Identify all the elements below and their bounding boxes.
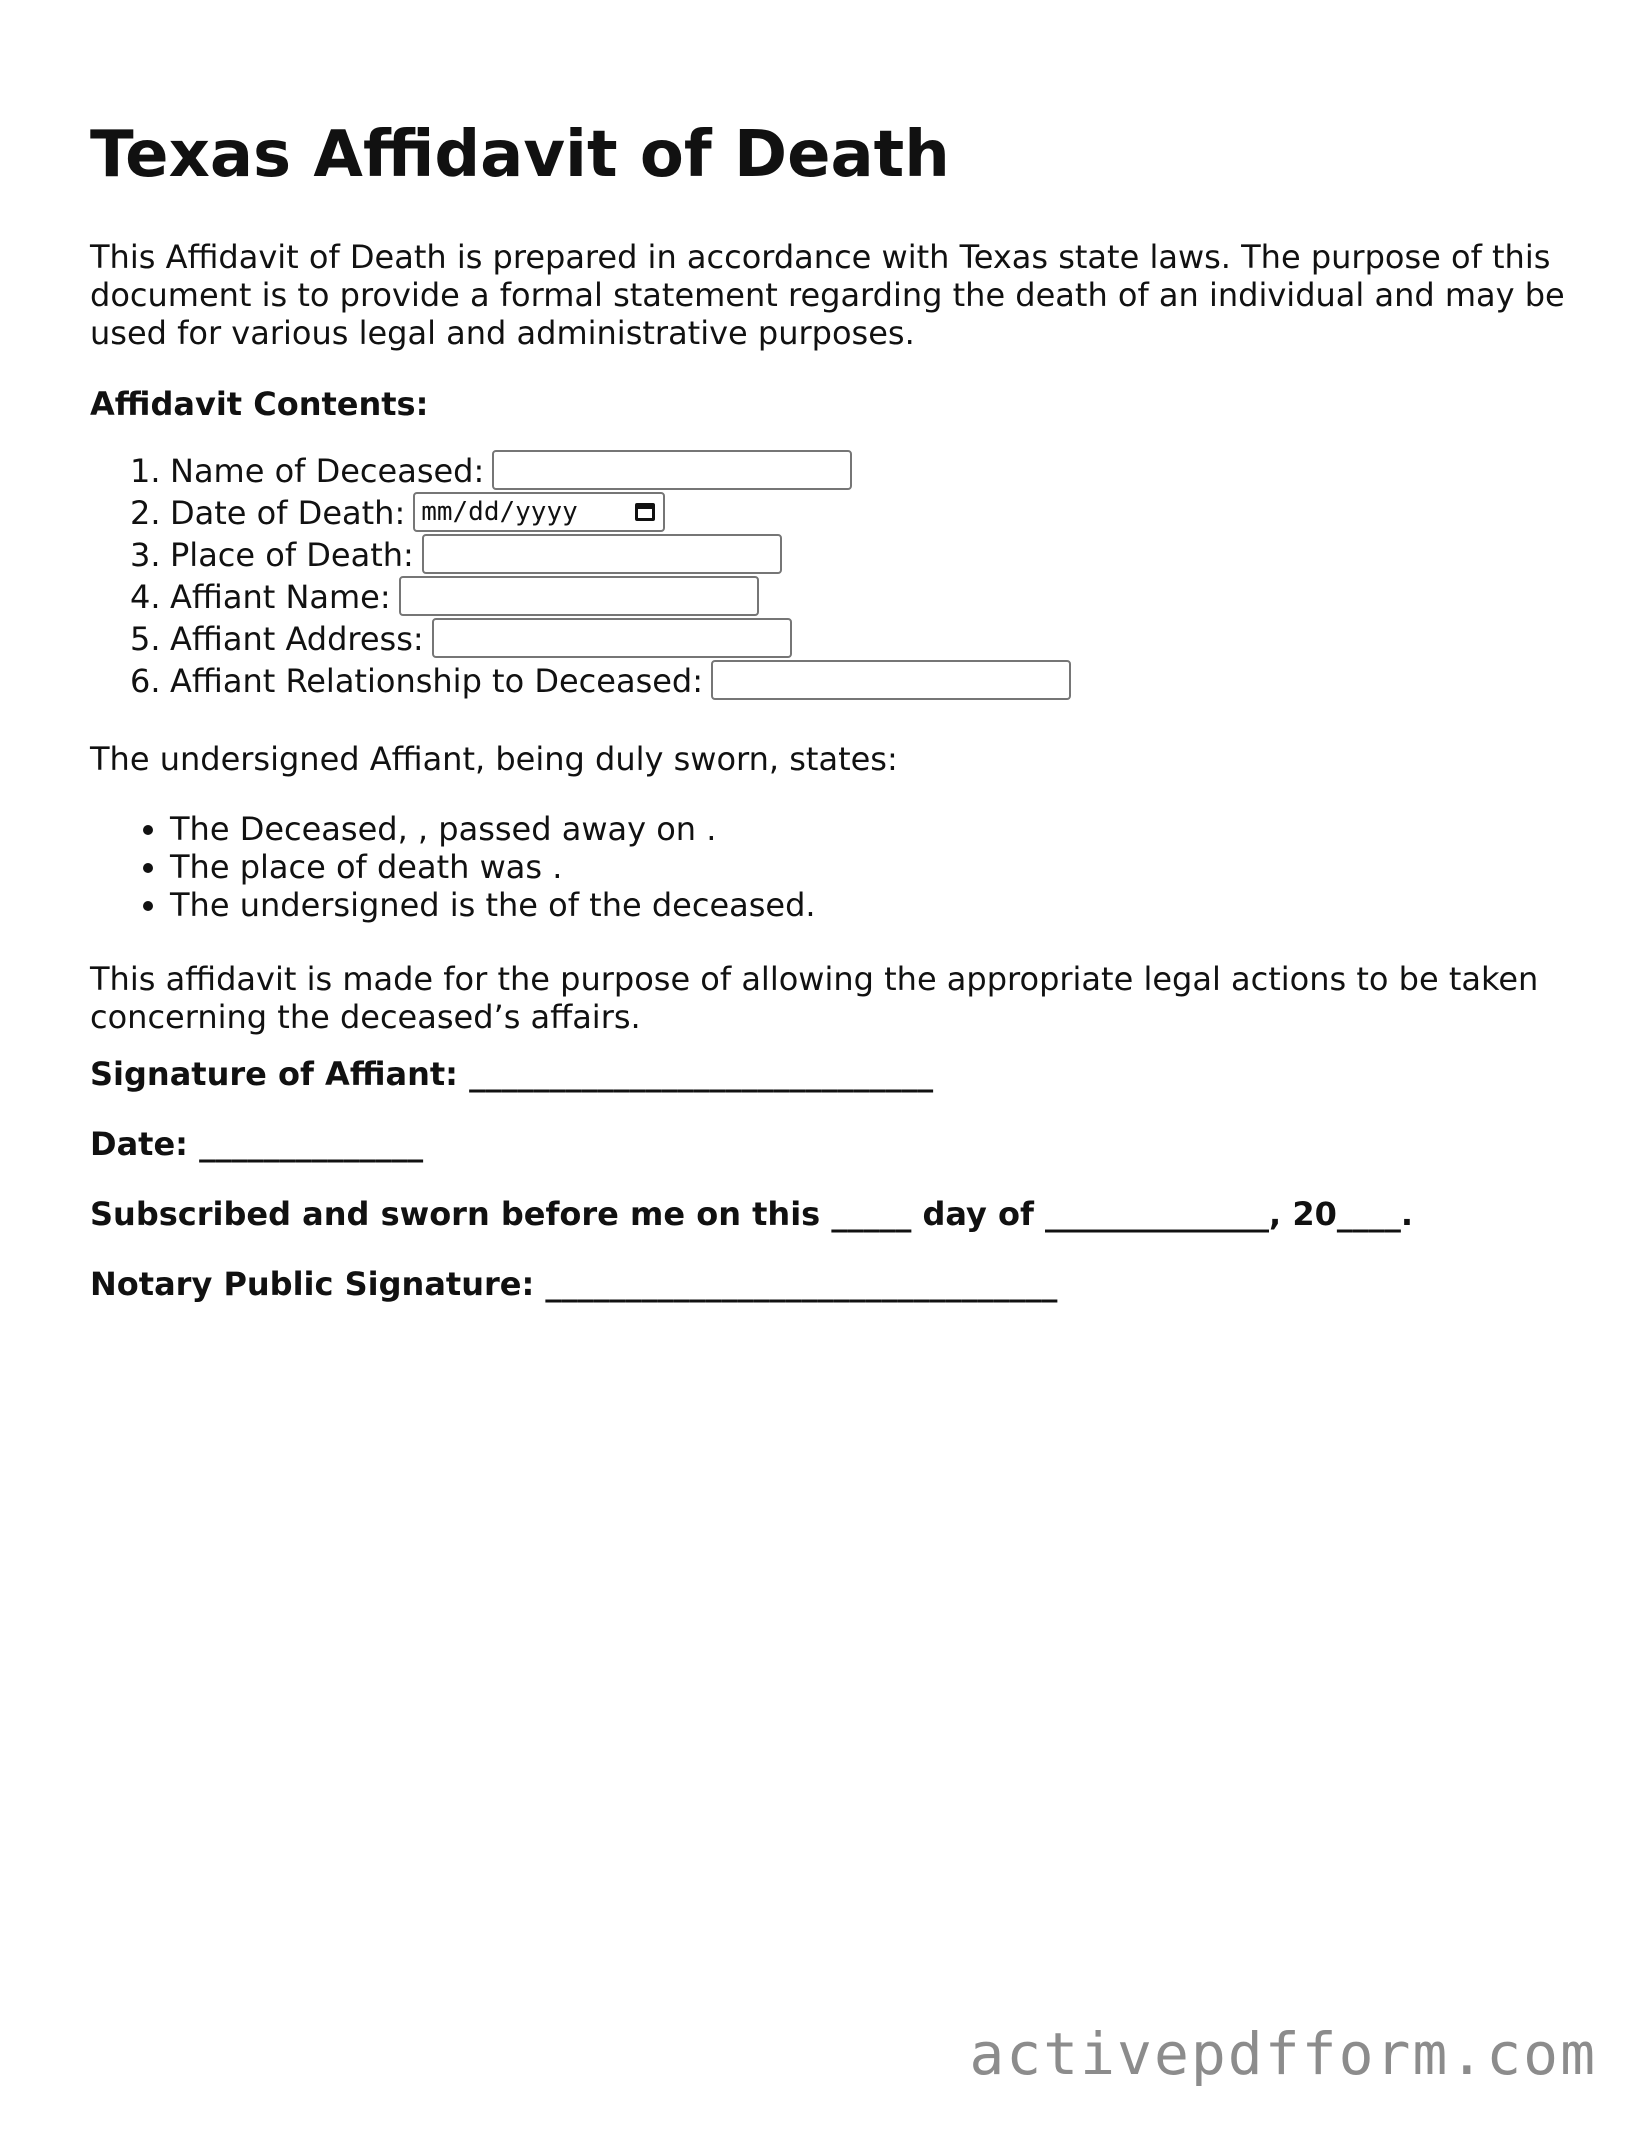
statement-item: • The Deceased, , passed away on . — [170, 810, 816, 848]
item-number: 2. — [130, 494, 161, 532]
page-title: Texas Affidavit of Death — [90, 118, 950, 192]
field-label: Affiant Relationship to Deceased: — [170, 662, 704, 700]
list-item-affiant-relationship — [130, 660, 1071, 702]
statement-intro: The undersigned Affiant, being duly sworn, states: — [90, 740, 898, 778]
notary-signature-line: Notary Public Signature: ________________________________ — [90, 1265, 1058, 1303]
item-number: 4. — [130, 578, 161, 616]
item-number: 6. — [130, 662, 161, 700]
purpose-paragraph: This affidavit is made for the purpose of allowing the appropriate legal actions to be taken concerning the deceased’s affairs. — [90, 960, 1539, 1036]
field-label: Affiant Name: — [170, 578, 391, 616]
list-item-place-of-death — [130, 534, 1071, 576]
statement-item: • The place of death was . — [170, 848, 816, 886]
place-of-death-input[interactable] — [422, 534, 782, 574]
name-of-deceased-input[interactable] — [492, 450, 852, 490]
item-number: 3. — [130, 536, 161, 574]
affiant-name-input[interactable] — [399, 576, 759, 616]
contents-heading: Affidavit Contents: — [90, 385, 429, 423]
intro-paragraph: This Affidavit of Death is prepared in accordance with Texas state laws. The purpose of this document is to provide a formal statement regarding the death of an individual and may be used for various legal and administrative purposes. — [90, 238, 1565, 352]
affiant-signature-line: Signature of Affiant: _____________________________ — [90, 1055, 934, 1093]
calendar-icon[interactable] — [635, 503, 655, 521]
field-label: Date of Death: — [170, 494, 406, 532]
list-item-affiant-address — [130, 618, 1071, 660]
affidavit-fields-list — [90, 450, 1071, 702]
date-placeholder: mm/dd/yyyy — [421, 497, 578, 527]
date-line: Date: ______________ — [90, 1125, 424, 1163]
item-number: 5. — [130, 620, 161, 658]
list-item-affiant-name — [130, 576, 1071, 618]
statement-item: • The undersigned is the of the deceased. — [170, 886, 816, 924]
field-label: Place of Death: — [170, 536, 414, 574]
date-of-death-input[interactable] — [413, 492, 665, 532]
affiant-relationship-input[interactable] — [711, 660, 1071, 700]
item-number: 1. — [130, 452, 161, 490]
list-item-name-of-deceased — [130, 450, 1071, 492]
field-label: Affiant Address: — [170, 620, 424, 658]
sworn-line: Subscribed and sworn before me on this _____ day of ______________, 20____. — [90, 1195, 1414, 1233]
statements-list — [90, 810, 816, 924]
watermark: activepdfform.com — [969, 2020, 1597, 2088]
list-item-date-of-death — [130, 492, 1071, 534]
affiant-address-input[interactable] — [432, 618, 792, 658]
field-label: Name of Deceased: — [170, 452, 485, 490]
